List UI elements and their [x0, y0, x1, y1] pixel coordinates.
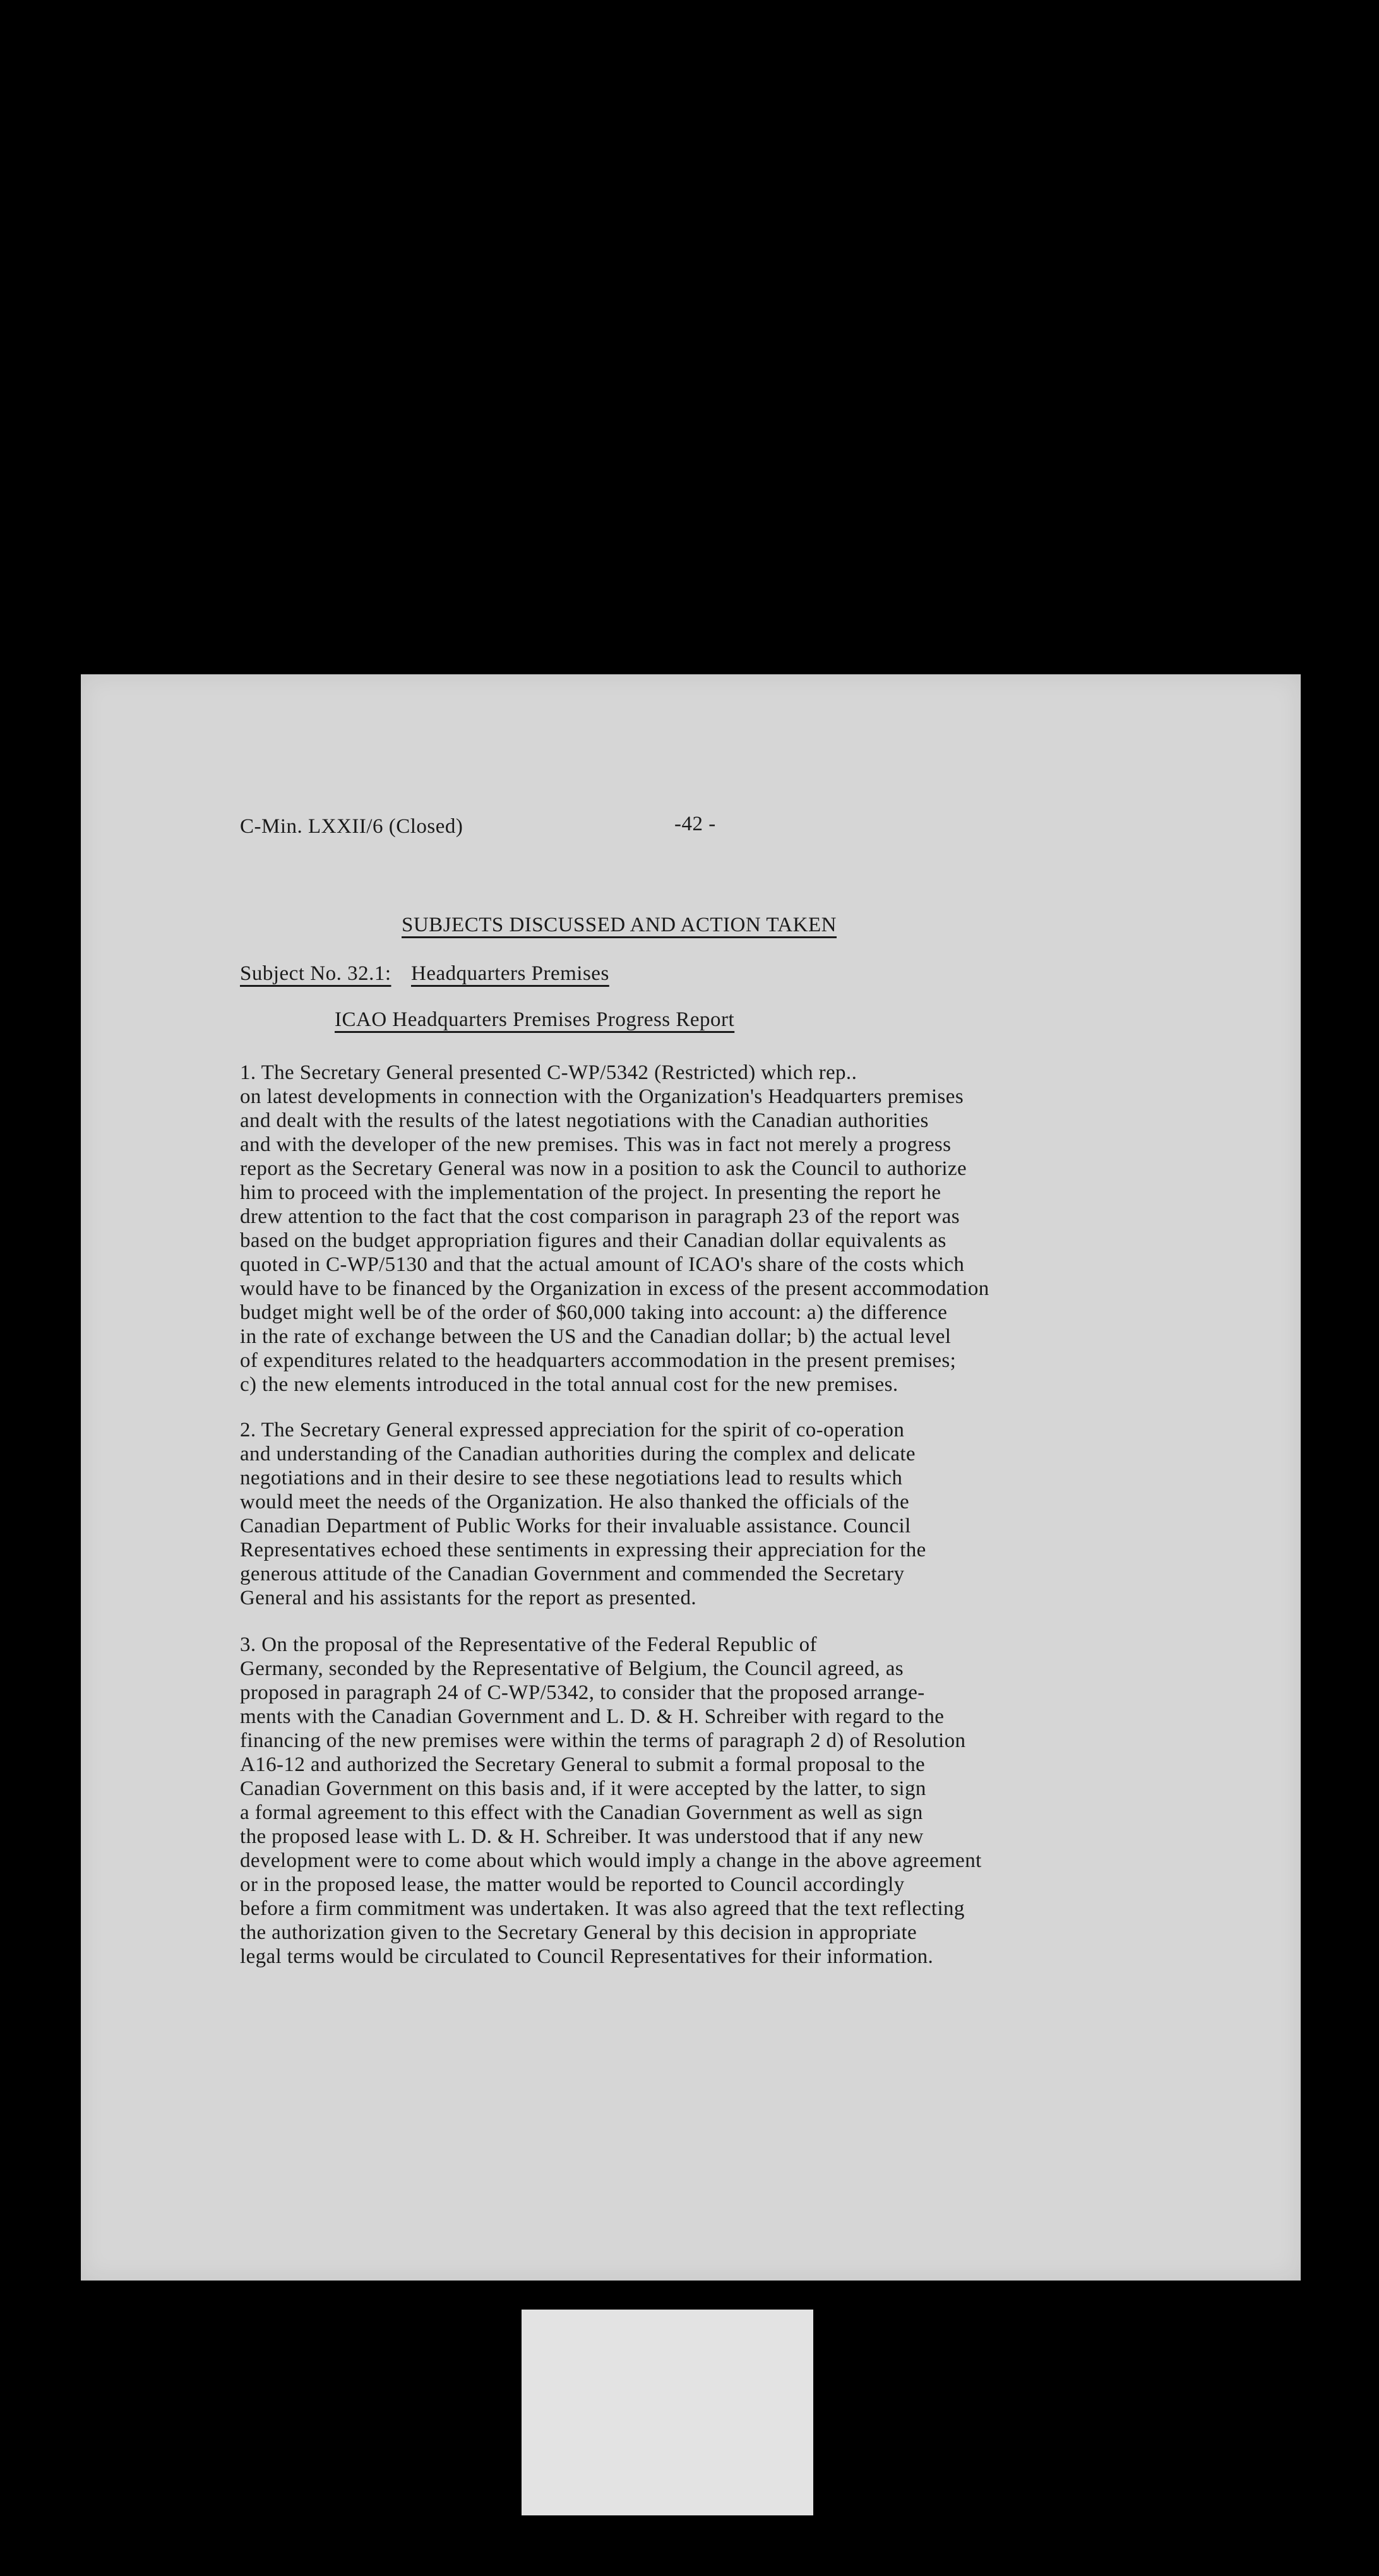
report-title: ICAO Headquarters Premises Progress Report — [335, 1008, 735, 1031]
subject-line — [240, 962, 609, 986]
paragraph-1: 1. The Secretary General presented C-WP/5342 (Restricted) which rep.. on latest developments in connection with the Organization's Headquarters premises and dealt with the results of the latest negotiations with the Canadian authorities and with the developer of the new premises. This was in fact not merely a progress report as the Secretary General was now in a position to ask the Council to authorize him to proceed with the implementation of the project. In presenting the report he drew attention to the fact that the cost comparison in paragraph 23 of the report was based on the budget appropriation figures and their Canadian dollar equivalents as quoted in C-WP/5130 and that the actual amount of ICAO's share of the costs which would have to be financed by the Organization in excess of the present accommodation budget might well be of the order of $60,000 taking into account: a) the difference in the rate of exchange between the US and the Canadian dollar; b) the actual level of expenditures related to the headquarters accommodation in the present premises; c) the new elements introduced in the total annual cost for the new premises. — [240, 1061, 989, 1396]
blank-target-card — [522, 2310, 813, 2515]
section-heading: SUBJECTS DISCUSSED AND ACTION TAKEN — [402, 914, 837, 936]
page-number: -42 - — [674, 813, 716, 835]
subject-label: Subject No. 32.1: — [240, 962, 391, 985]
document-page — [81, 674, 1301, 2281]
document-reference: C-Min. LXXII/6 (Closed) — [240, 815, 463, 838]
paragraph-3: 3. On the proposal of the Representative of the Federal Republic of Germany, seconded by the Representative of Belgium, the Council agreed, as proposed in paragraph 24 of C-WP/5342, to consider that the proposed arrange- ments with the Canadian Government and L. D. & H. Schreiber with regard to the financing of the new premises were within the terms of paragraph 2 d) of Resolution A16-12 and authorized the Secretary General to submit a formal proposal to the Canadian Government on this basis and, if it were accepted by the latter, to sign a formal agreement to this effect with the Canadian Government as well as sign the proposed lease with L. D. & H. Schreiber. It was understood that if any new development were to come about which would imply a change in the above agreement or in the proposed lease, the matter would be reported to Council accordingly before a firm commitment was undertaken. It was also agreed that the text reflecting the authorization given to the Secretary General by this decision in appropriate legal terms would be circulated to Council Representatives for their information. — [240, 1633, 982, 1968]
subject-title: Headquarters Premises — [410, 962, 609, 985]
paragraph-2: 2. The Secretary General expressed appreciation for the spirit of co-operation and understanding of the Canadian authorities during the complex and delicate negotiations and in their desire to see these negotiations lead to results which would meet the needs of the Organization. He also thanked the officials of the Canadian Department of Public Works for their invaluable assistance. Council Representatives echoed these sentiments in expressing their appreciation for the generous attitude of the Canadian Government and commended the Secretary General and his assistants for the report as presented. — [240, 1419, 926, 1609]
